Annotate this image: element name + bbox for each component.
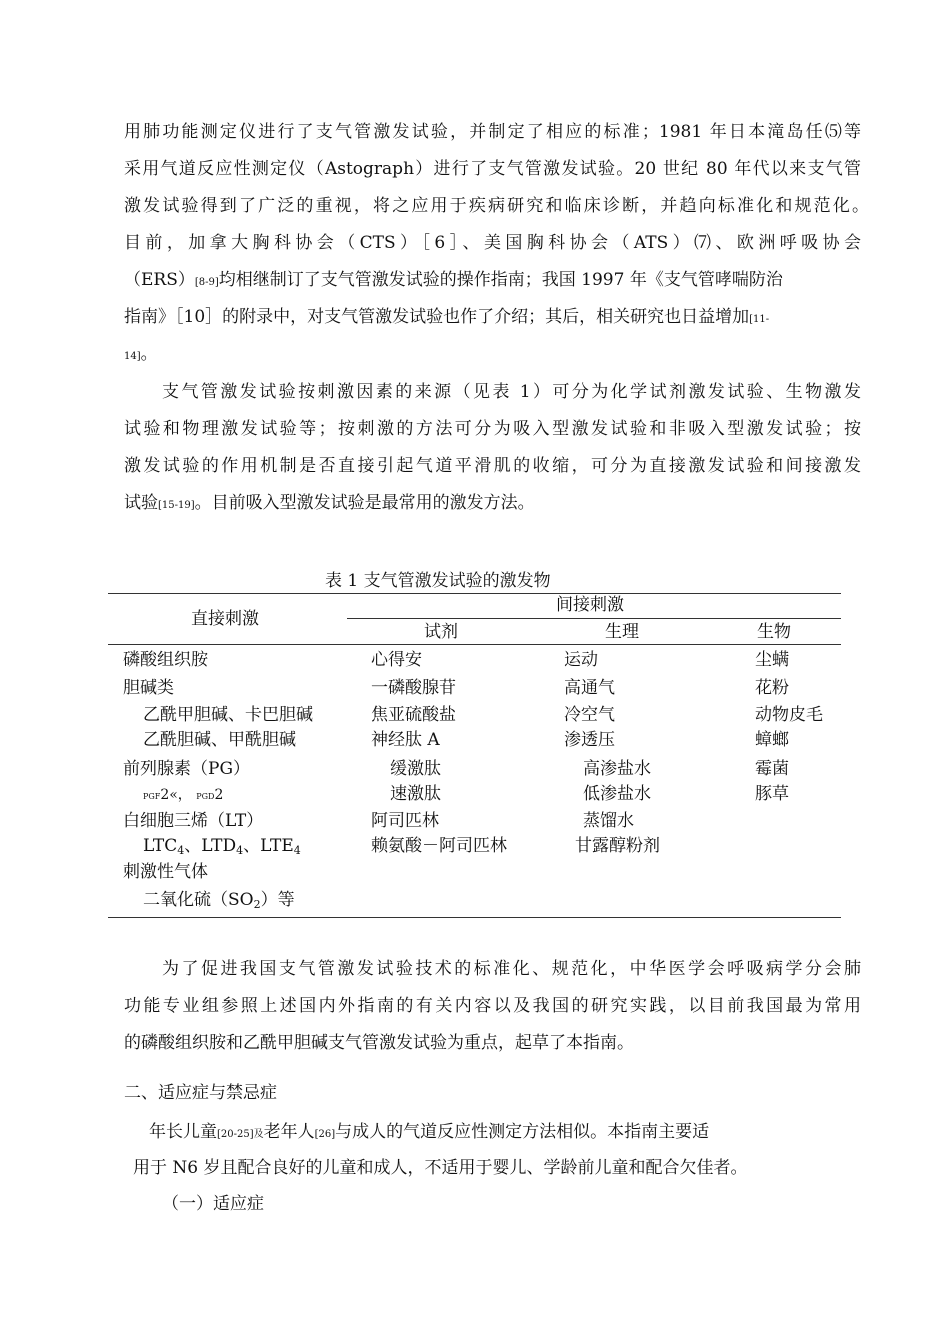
bio-cell: 蟑螂: [755, 730, 789, 750]
para1-line5: [124, 269, 783, 294]
so2-sub: 2: [253, 898, 261, 911]
bio-cell: 动物皮毛: [755, 705, 823, 725]
para3-line3: 的磷酸组织胺和乙酰甲胆碱支气管激发试验为重点，起草了本指南。: [124, 1033, 634, 1053]
citation-14-part: 14]: [124, 351, 141, 362]
reagent-cell: 速激肽: [390, 784, 441, 804]
table-top-rule: [108, 593, 841, 594]
citation-11-part: [11-: [749, 314, 770, 325]
section2-line1-c: 与成人的气道反应性测定方法相似。本指南主要适: [335, 1122, 710, 1142]
so2-label: 二氧化硫（SO: [143, 890, 254, 910]
pgd-suffix: 2: [214, 787, 224, 803]
citation-26: [26]: [314, 1129, 336, 1140]
ltc-label: LTC: [143, 836, 178, 856]
bio-cell: 尘螨: [755, 650, 789, 670]
direct-cell: 乙酰胆碱、甲酰胆碱: [143, 730, 296, 750]
para1-line1: 用肺功能测定仪进行了支气管激发试验，并制定了相应的标准；1981 年日本滝岛任⑸等: [124, 122, 861, 142]
section2-line2: 用于 N6 岁且配合良好的儿童和成人，不适用于婴儿、学龄前儿童和配合欠佳者。: [133, 1158, 748, 1178]
lte-label: 、LTE: [243, 836, 294, 856]
table-header-rule: [108, 644, 841, 645]
subheader-reagent: 试剂: [424, 622, 458, 642]
section2-line1-b: 老年人: [263, 1122, 315, 1142]
section2-heading: 二、适应症与禁忌症: [124, 1083, 277, 1103]
physio-cell: 高通气: [564, 678, 615, 698]
direct-cell: 白细胞三烯（LT）: [123, 811, 264, 831]
physio-cell: 甘露醇粉剂: [575, 836, 660, 856]
reagent-cell: 阿司匹林: [371, 811, 439, 831]
bio-cell: 豚草: [755, 784, 789, 804]
para1-line6-text: 指南》［10］的附录中，对支气管激发试验也作了介绍；其后，相关研究也日益增加: [124, 307, 750, 327]
para1-line7-text: 。: [140, 344, 158, 364]
so2-suffix: ）等: [260, 890, 295, 910]
subheader-physio: 生理: [605, 622, 639, 642]
section2-line1: [149, 1121, 709, 1146]
para1-line7: [124, 343, 158, 368]
header-indirect: 间接刺激: [556, 595, 624, 615]
direct-cell: 刺激性气体: [123, 862, 208, 882]
para2-line1: 支气管激发试验按刺激因素的来源（见表 1）可分为化学试剂激发试验、生物激发: [162, 382, 861, 402]
section2-line1-ji: 及: [253, 1129, 264, 1140]
citation-8-9: [8-9]: [194, 277, 219, 288]
para2-line4-text-a: 试验: [124, 493, 158, 513]
para1-line5-text-a: （ERS）: [124, 270, 195, 290]
bio-cell: 霉菌: [755, 759, 789, 779]
pgf-suffix: 2«，: [160, 787, 192, 803]
para1-line5-text-b: 均相继制订了支气管激发试验的操作指南；我国 1997 年《支气管哮喘防治: [218, 270, 783, 290]
direct-cell-prostaglandins: [143, 784, 223, 808]
direct-cell-so2: [143, 889, 295, 916]
section2-subheading: （一）适应症: [162, 1194, 264, 1214]
reagent-cell: 神经肽 A: [371, 730, 440, 750]
pgd-label: PGD: [196, 792, 215, 801]
para2-line3: 激发试验的作用机制是否直接引起气道平滑肌的收缩，可分为直接激发试验和间接激发: [124, 456, 861, 476]
direct-cell: 磷酸组织胺: [123, 650, 208, 670]
section2-line1-a: 年长儿童: [149, 1122, 217, 1142]
physio-cell: 冷空气: [564, 705, 615, 725]
header-direct: 直接刺激: [191, 609, 259, 629]
physio-cell: 低渗盐水: [583, 784, 651, 804]
reagent-cell: 焦亚硫酸盐: [371, 705, 456, 725]
reagent-cell: 心得安: [371, 650, 422, 670]
pgf-label: PGF: [143, 792, 161, 801]
direct-cell: 胆碱类: [123, 678, 174, 698]
physio-cell: 蒸馏水: [583, 811, 634, 831]
ltd-sub: 4: [236, 844, 244, 857]
citation-20-25: [20-25]: [217, 1129, 254, 1140]
para3-line2: 功能专业组参照上述国内外指南的有关内容以及我国的研究实践，以目前我国最为常用: [124, 996, 861, 1016]
para1-line4: 目前，加拿大胸科协会（CTS）［6］、美国胸科协会（ATS）⑺、欧洲呼吸协会: [124, 233, 861, 253]
bio-cell: 花粉: [755, 678, 789, 698]
reagent-cell: 缓激肽: [390, 759, 441, 779]
para2-line4-text-b: 。目前吸入型激发试验是最常用的激发方法。: [194, 493, 535, 513]
table-caption: 表 1 支气管激发试验的激发物: [325, 571, 551, 591]
direct-cell: 前列腺素（PG）: [123, 759, 251, 779]
reagent-cell: 赖氨酸－阿司匹林: [371, 836, 507, 856]
physio-cell: 运动: [564, 650, 598, 670]
para3-line1: 为了促进我国支气管激发试验技术的标准化、规范化，中华医学会呼吸病学分会肺: [162, 959, 861, 979]
ltc-sub: 4: [177, 844, 185, 857]
ltd-label: 、LTD: [184, 836, 237, 856]
physio-cell: 渗透压: [564, 730, 615, 750]
para2-line2: 试验和物理激发试验等；按刺激的方法可分为吸入型激发试验和非吸入型激发试验；按: [124, 419, 861, 439]
para1-line6: [124, 306, 769, 331]
citation-15-19: [15-19]: [158, 500, 195, 511]
subheader-bio: 生物: [757, 622, 791, 642]
lte-sub: 4: [293, 844, 301, 857]
table-bottom-rule: [108, 917, 841, 918]
reagent-cell: 一磷酸腺苷: [371, 678, 456, 698]
direct-cell-leukotrienes: [143, 835, 301, 862]
table-header-subrule: [347, 618, 841, 619]
para1-line2: 采用气道反应性测定仪（Astograph）进行了支气管激发试验。20 世纪 80 年代以来支气管: [124, 159, 861, 179]
physio-cell: 高渗盐水: [583, 759, 651, 779]
direct-cell: 乙酰甲胆碱、卡巴胆碱: [143, 705, 313, 725]
para2-line4: [124, 492, 535, 517]
para1-line3: 激发试验得到了广泛的重视，将之应用于疾病研究和临床诊断，并趋向标准化和规范化。: [124, 196, 869, 216]
